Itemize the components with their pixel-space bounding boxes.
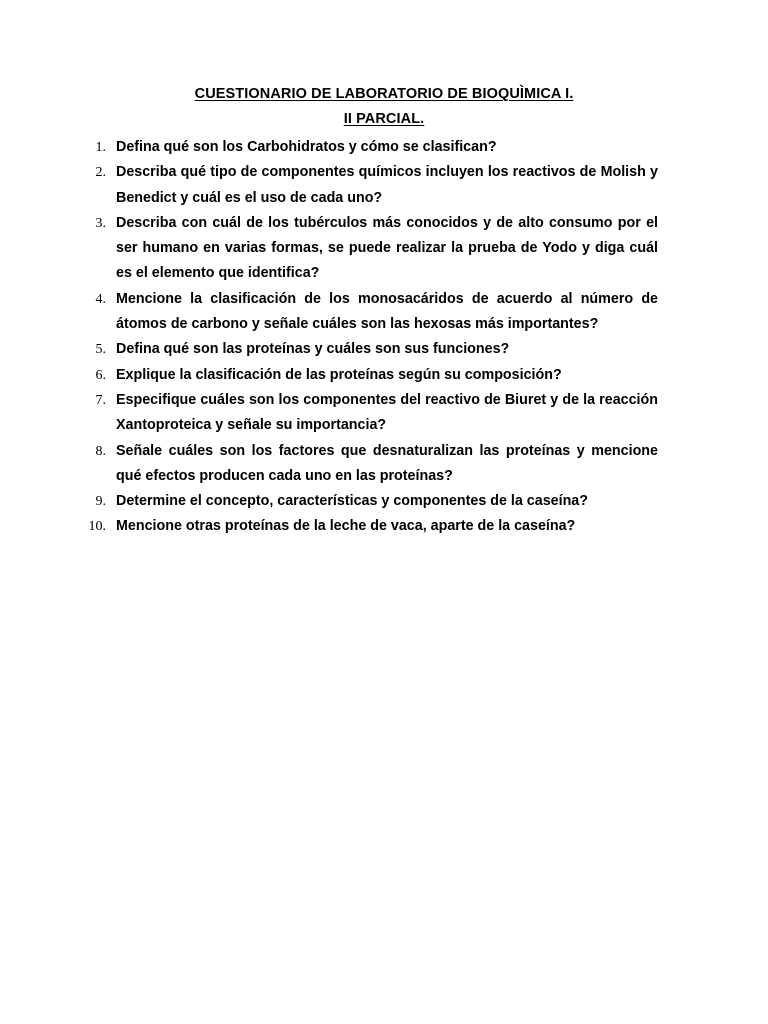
question-item	[0, 363, 658, 388]
question-number: 10.	[88, 519, 106, 535]
question-text: Mencione otras proteínas de la leche de vaca, aparte de la caseína?	[116, 518, 576, 535]
question-text: Determine el concepto, características y componentes de la caseína?	[116, 493, 588, 510]
question-number: 4.	[95, 291, 106, 307]
question-item	[0, 439, 658, 490]
question-text: Describa con cuál de los tubérculos más conocidos y de alto consumo por el ser humano en varias formas, se puede realizar la prueba de Yodo y diga cuál es el elemento que identifica?	[116, 214, 658, 282]
question-number: 2.	[95, 165, 106, 181]
document-title: CUESTIONARIO DE LABORATORIO DE BIOQUÌMICA I.	[194, 86, 574, 102]
question-item	[0, 287, 658, 338]
question-item	[0, 388, 658, 439]
question-item	[0, 211, 658, 287]
question-text: Defina qué son las proteínas y cuáles son sus funciones?	[116, 341, 510, 358]
question-item	[0, 514, 658, 539]
question-item	[0, 337, 658, 362]
question-number: 7.	[95, 392, 106, 408]
question-item	[0, 160, 658, 211]
question-text: Describa qué tipo de componentes químicos incluyen los reactivos de Molish y Benedict y cuál es el uso de cada uno?	[116, 164, 658, 206]
question-text: Mencione la clasificación de los monosacáridos de acuerdo al número de átomos de carbono y señale cuáles son las hexosas más importantes?	[116, 290, 658, 333]
question-text: Señale cuáles son los factores que desnaturalizan las proteínas y mencione qué efectos producen cada uno en las proteínas?	[116, 442, 658, 484]
question-number: 1.	[95, 140, 106, 155]
question-item	[0, 489, 658, 514]
document-subtitle: II PARCIAL.	[343, 111, 425, 127]
question-item	[0, 135, 658, 160]
question-text: Especifique cuáles son los componentes del reactivo de Biuret y de la reacción Xantoproteica y señale su importancia?	[116, 391, 658, 434]
question-text: Defina qué son los Carbohidratos y cómo se clasifican?	[116, 139, 497, 155]
question-number: 5.	[95, 342, 106, 358]
question-text: Explique la clasificación de las proteínas según su composición?	[116, 366, 562, 383]
question-number: 6.	[95, 367, 106, 383]
question-number: 3.	[95, 215, 106, 231]
question-number: 8.	[95, 443, 106, 459]
question-number: 9.	[95, 494, 106, 510]
question-list	[0, 135, 768, 540]
